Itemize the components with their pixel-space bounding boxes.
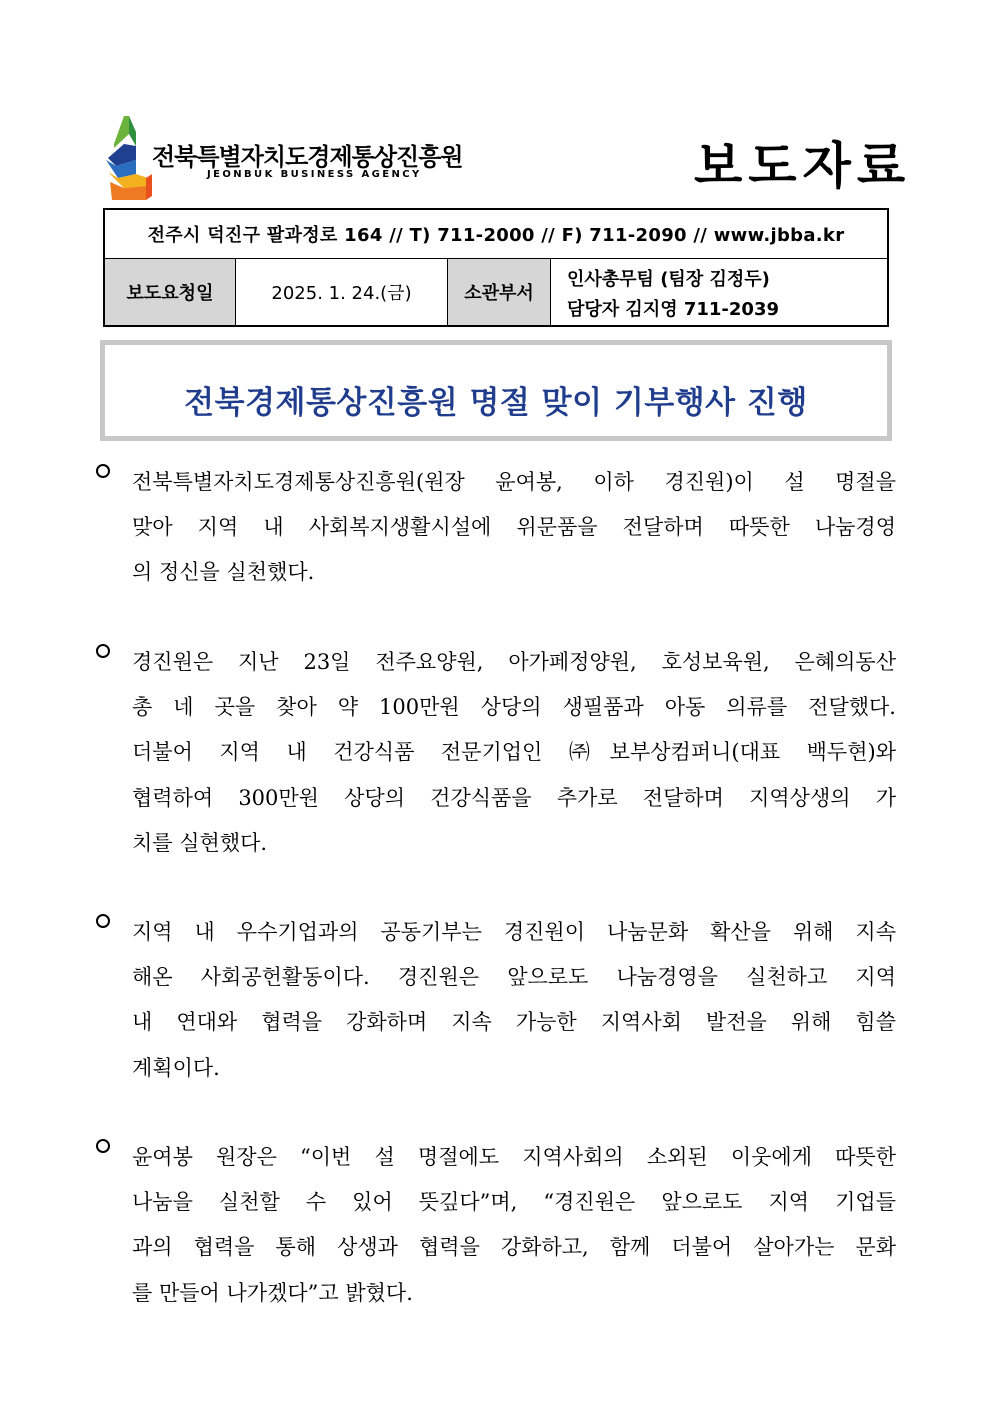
org-name: 전북특별자치도경제통상진흥원	[152, 143, 463, 171]
paragraph-line: 과의 협력을 통해 상생과 협력을 강화하고, 함께 더불어 살아가는 문화	[132, 1235, 896, 1260]
contact-line: 전주시 덕진구 팔과정로 164 // T) 711-2000 // F) 711-2090 // www.jbba.kr	[105, 210, 887, 259]
bullet-icon	[96, 644, 110, 658]
department-cell	[551, 259, 887, 325]
agency-logo	[106, 116, 152, 200]
paragraph-line: 나눔을 실천할 수 있어 뜻깊다”며, “경진원은 앞으로도 지역 기업들	[132, 1190, 896, 1215]
paragraph-line: 경진원은 지난 23일 전주요양원, 아가페정양원, 호성보육원, 은혜의동산	[132, 650, 896, 674]
paragraph-line: 협력하여 300만원 상당의 건강식품을 추가로 전달하며 지역상생의 가	[132, 785, 896, 810]
department: 인사총무팀 (팀장 김정두)	[567, 269, 770, 290]
paragraph-line: 맞아 지역 내 사회복지생활시설에 위문품을 전달하며 따뜻한 나눔경영	[132, 515, 896, 540]
press-info-table	[103, 208, 889, 327]
paragraph-line: 지역 내 우수기업과의 공동기부는 경진원이 나눔문화 확산을 위해 지속	[132, 920, 896, 944]
department-label: 소관부서	[448, 259, 551, 325]
org-name-en: JEONBUK BUSINESS AGENCY	[207, 169, 422, 180]
contact-person: 담당자 김지영 711-2039	[567, 299, 780, 320]
document-type-heading: 보도자료	[694, 137, 912, 195]
paragraph-line: 전북특별자치도경제통상진흥원(원장 윤여봉, 이하 경진원)이 설 명절을	[132, 470, 896, 494]
paragraph-line: 치를 실현했다.	[132, 830, 268, 855]
bullet-icon	[96, 914, 110, 928]
paragraph-line: 윤여봉 원장은 “이번 설 명절에도 지역사회의 소외된 이웃에게 따뜻한	[132, 1145, 896, 1169]
paragraph-line: 해온 사회공헌활동이다. 경진원은 앞으로도 나눔경영을 실천하고 지역	[132, 965, 896, 990]
bullet-icon	[96, 464, 110, 478]
paragraph-line: 를 만들어 나가겠다”고 밝혔다.	[132, 1280, 413, 1305]
paragraph-line: 의 정신을 실천했다.	[132, 560, 315, 585]
headline-box	[100, 340, 892, 441]
headline: 전북경제통상진흥원 명절 맞이 기부행사 진행	[184, 385, 808, 421]
paragraph-line: 계획이다.	[132, 1055, 220, 1080]
paragraph-line: 총 네 곳을 찾아 약 100만원 상당의 생필품과 아동 의류를 전달했다.	[132, 695, 896, 720]
request-date-label: 보도요청일	[105, 259, 236, 325]
paragraph-line: 내 연대와 협력을 강화하며 지속 가능한 지역사회 발전을 위해 힘쓸	[132, 1010, 896, 1035]
bullet-icon	[96, 1139, 110, 1153]
request-date: 2025. 1. 24.(금)	[236, 259, 448, 325]
paragraph-line: 더불어 지역 내 건강식품 전문기업인 ㈜보부상컴퍼니(대표 백두현)와	[132, 740, 896, 765]
